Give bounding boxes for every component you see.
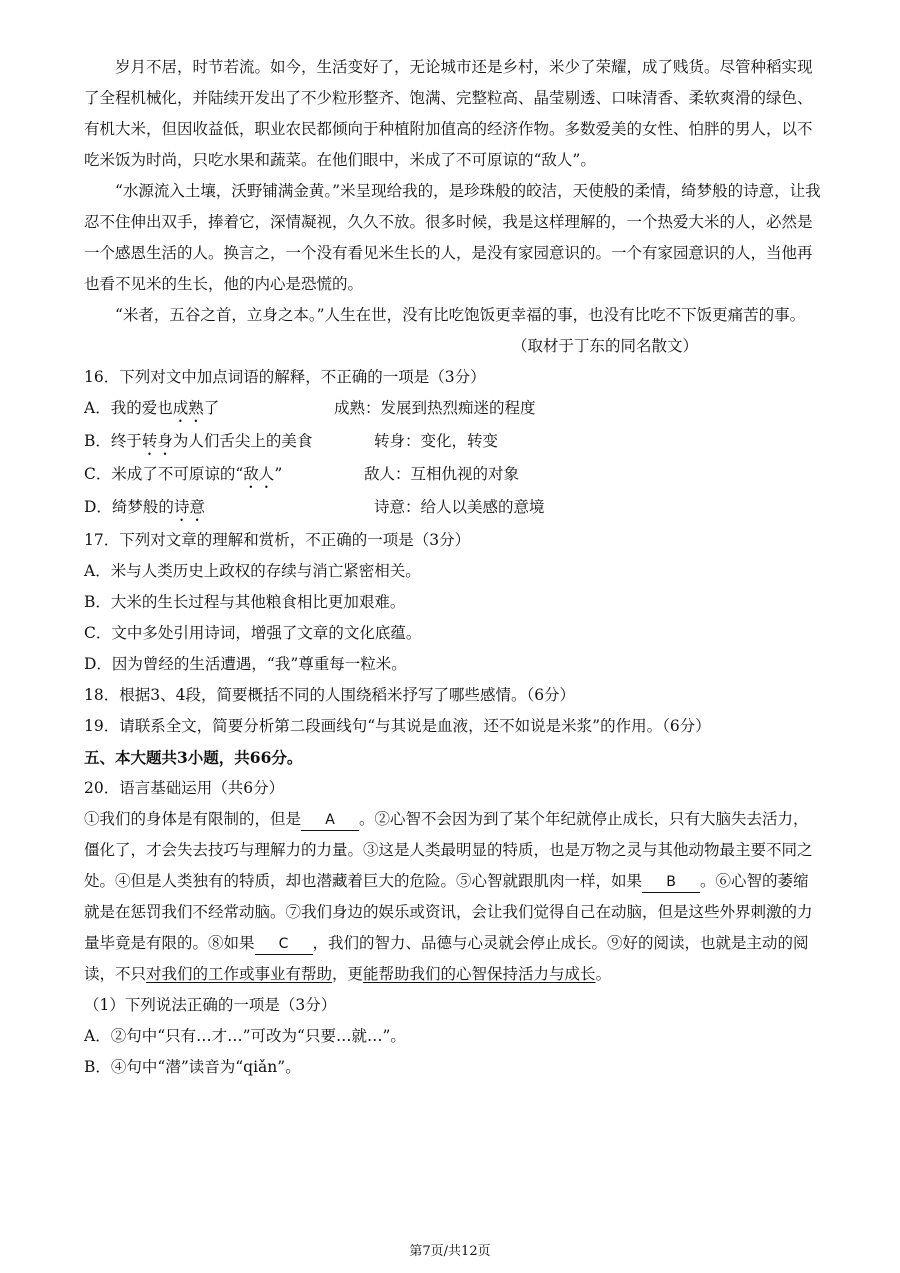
blank-a: A bbox=[301, 810, 359, 831]
question-20-passage: ①我们的身体是有限制的，但是 A 。②心智不会因为到了某个年纪就停止成长，只有大脑失去活力，僵化了，才会失去技巧与理解力的力量。③这是人类最明显的特质，也是万物之灵与其他动物最主要不同之处。④但是人类独有的特质，却也潜藏着巨大的危险。⑤心智就跟肌肉一样，如果 B 。⑥心智的萎缩就是在惩罚我们不经常动脑。⑦我们身边的娱乐或资讯，会让我们觉得自己在动脑，但是这些外界刺激的力量毕竟是有限的。⑧如果 C ，我们的智力、品德与心灵就会停止成长。⑨好的阅读，也就是主动的阅读，不只对我们的工作或事业有帮助，更能帮助我们的心智保持活力与成长。 bbox=[84, 810, 813, 983]
passage-paragraph-2: “水源流入土壤，沃野铺满金黄。”米呈现给我的，是珍珠般的皎洁，天使般的柔情，绮梦般的诗意，让我忍不住伸出双手，捧着它，深情凝视，久久不放。很多时候，我是这样理解的，一个热爱大米的人，必然是一个感恩生活的人。换言之，一个没有看见米生长的人，是没有家园意识的。一个有家园意识的人，当他再也看不见米的生长，他的内心是恐慌的。 bbox=[84, 182, 821, 293]
question-17-option-d: D．因为曾经的生活遭遇，“我”尊重每一粒米。 bbox=[84, 655, 407, 673]
dotted-word: 诗意 bbox=[173, 498, 205, 516]
question-17-option-a: A．米与人类历史上政权的存续与消亡紧密相关。 bbox=[84, 562, 421, 580]
option-definition: 敌人：互相仇视的对象 bbox=[364, 465, 520, 483]
blank-c: C bbox=[255, 934, 313, 955]
question-16-option-a: A．我的爱也成熟了 成熟：发展到热烈痴迷的程度 bbox=[84, 393, 824, 426]
question-20-title: 20．语言基础运用（共6分） bbox=[84, 779, 285, 797]
exam-page bbox=[84, 52, 824, 1083]
question-20-sub-1: （1）下列说法正确的一项是（3分） bbox=[84, 996, 337, 1014]
question-16-option-c: C．米成了不可原谅的“敌人” 敌人：互相仇视的对象 bbox=[84, 459, 824, 492]
option-definition: 诗意：给人以美感的意境 bbox=[374, 498, 545, 516]
dotted-word: 成熟 bbox=[172, 399, 204, 417]
question-17-option-c: C．文中多处引用诗词，增强了文章的文化底蕴。 bbox=[84, 624, 422, 642]
page-footer: 第7页/共12页 bbox=[409, 1244, 491, 1259]
question-20-sub-1-option-b: B．④句中“潜”读音为“qiǎn”。 bbox=[84, 1058, 301, 1076]
section-5-heading: 五、本大题共3小题，共66分。 bbox=[84, 748, 303, 767]
underlined-phrase-1: 对我们的工作或事业有帮助 bbox=[146, 965, 333, 983]
dotted-word: 转身 bbox=[141, 432, 173, 450]
option-definition: 成熟：发展到热烈痴迷的程度 bbox=[334, 399, 536, 417]
question-18: 18．根据3、4段，简要概括不同的人围绕稻米抒写了哪些感情。（6分） bbox=[84, 686, 576, 704]
question-19: 19．请联系全文，简要分析第二段画线句“与其说是血液，还不如说是米浆”的作用。（6分） bbox=[84, 717, 711, 735]
question-17-stem: 17．下列对文章的理解和赏析，不正确的一项是（3分） bbox=[84, 531, 471, 549]
passage-paragraph-1: 岁月不居，时节若流。如今，生活变好了，无论城市还是乡村，米少了荣耀，成了贱货。尽管种稻实现了全程机械化，并陆续开发出了不少粒形整齐、饱满、完整粒高、晶莹剔透、口味清香、柔软爽滑的绿色、有机大米，但因收益低，职业农民都倾向于种植附加值高的经济作物。多数爱美的女性、怕胖的男人，以不吃米饭为时尚，只吃水果和蔬菜。在他们眼中，米成了不可原谅的“敌人”。 bbox=[84, 58, 813, 169]
question-16-stem: 16．下列对文中加点词语的解释，不正确的一项是（3分） bbox=[84, 368, 486, 386]
passage-paragraph-3: “米者，五谷之首，立身之本。”人生在世，没有比吃饱饭更幸福的事，也没有比吃不下饭更痛苦的事。 bbox=[115, 306, 806, 324]
dotted-word: 敌人 bbox=[243, 465, 275, 483]
question-20-sub-1-option-a: A．②句中“只有…才…”可改为“只要…就…”。 bbox=[84, 1027, 406, 1045]
underlined-phrase-2: 能帮助我们的心智保持活力与成长 bbox=[363, 965, 596, 983]
passage-source: （取材于丁东的同名散文） bbox=[511, 337, 698, 355]
question-17-option-b: B．大米的生长过程与其他粮食相比更加艰难。 bbox=[84, 593, 406, 611]
question-16-option-b: B．终于转身为人们舌尖上的美食 转身：变化，转变 bbox=[84, 426, 824, 459]
blank-b: B bbox=[642, 872, 700, 893]
option-definition: 转身：变化，转变 bbox=[374, 432, 499, 450]
question-16-option-d: D．绮梦般的诗意 诗意：给人以美感的意境 bbox=[84, 492, 824, 525]
